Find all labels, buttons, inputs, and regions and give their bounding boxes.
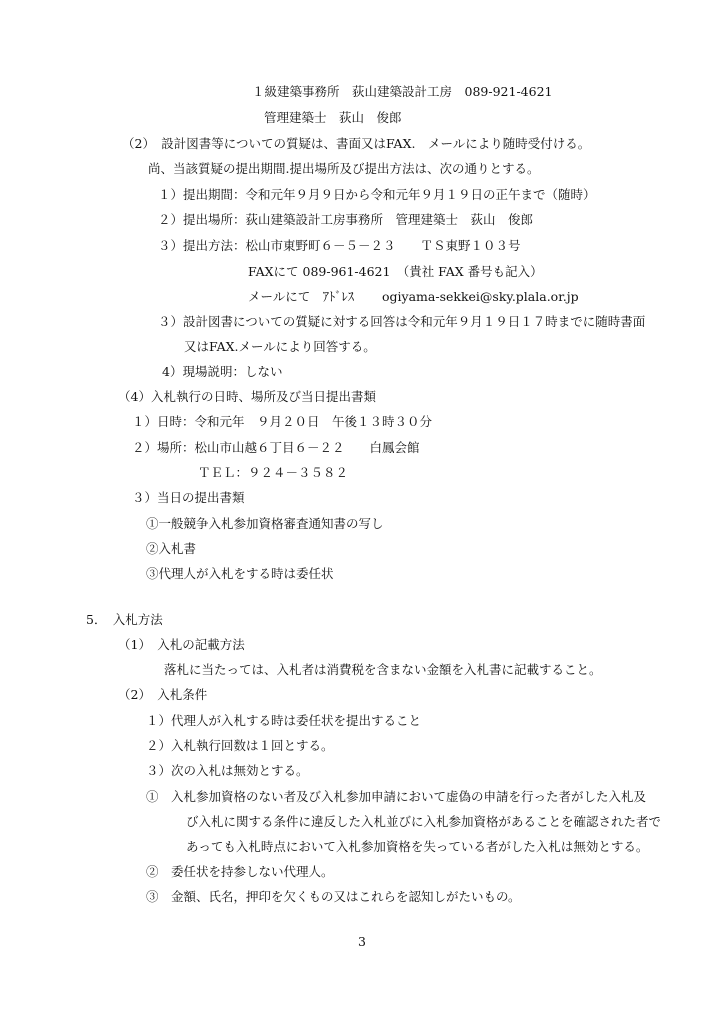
inquiry-fax: FAXにて 089-961-4621 （貴社 FAX 番号も記入） xyxy=(248,264,543,279)
office-header: １級建築事務所 荻山建築設計工房 089-921-4621 xyxy=(252,84,553,99)
inquiry-mail-address: ogiyama-sekkei@sky.plala.or.jp xyxy=(382,289,579,304)
condition-2: ２）入札執行回数は１回とする。 xyxy=(146,738,334,753)
bidding-doc-1: ①一般競争入札参加資格審査通知書の写し xyxy=(146,516,384,531)
bidding-place: ２）場所：松山市山越６丁目６－２２ 白鳳会館 xyxy=(132,440,420,455)
inquiry-mail-label: メールにて ｱﾄﾞﾚｽ xyxy=(248,289,355,304)
inquiry-heading: （2） 設計図書等についての質疑は、書面又はFAX. メールにより随時受付ける。 xyxy=(122,136,591,151)
invalid-bid-1-line1: ① 入札参加資格のない者及び入札参加申請において虚偽の申請を行った者がした入札及 xyxy=(146,789,647,804)
invalid-bid-1-line2: び入札に関する条件に違反した入札並びに入札参加資格があることを確認された者で xyxy=(186,814,662,829)
inquiry-answer-line2: 又はFAX.メールにより回答する。 xyxy=(184,339,376,354)
bidding-tel: ＴＥＬ：９２４－３５８２ xyxy=(198,465,349,480)
bidding-docs-heading: ３）当日の提出書類 xyxy=(132,490,245,505)
inquiry-method: ３）提出方法：松山市東野町６－５－２３ ＴＳ東野１０３号 xyxy=(158,238,521,253)
inquiry-site-briefing: 4）現場説明：しない xyxy=(162,364,283,379)
invalid-bid-1-line3: あっても入札時点において入札参加資格を失っている者がした入札は無効とする。 xyxy=(186,839,649,854)
inquiry-intro: 尚、当該質疑の提出期間.提出場所及び提出方法は、次の通りとする。 xyxy=(148,161,540,176)
section5-sub1-text: 落札に当たっては、入札者は消費税を含まない金額を入札書に記載すること。 xyxy=(164,662,602,677)
condition-1: １）代理人が入札する時は委任状を提出すること xyxy=(146,713,422,728)
condition-3: ３）次の入札は無効とする。 xyxy=(146,763,309,778)
section5-sub1-heading: （1） 入札の記載方法 xyxy=(118,637,245,652)
inquiry-answer-line1: ３）設計図書についての質疑に対する回答は令和元年９月１９日１７時までに随時書面 xyxy=(158,314,646,329)
section5-sub2-heading: （2） 入札条件 xyxy=(118,687,208,702)
bidding-date: １）日時：令和元年 ９月２０日 午後１３時３０分 xyxy=(132,414,433,429)
bidding-doc-2: ②入札書 xyxy=(146,541,197,556)
invalid-bid-2: ② 委任状を持参しない代理人。 xyxy=(146,864,334,879)
page-number: 3 xyxy=(358,934,366,949)
architect-name: 管理建築士 荻山 俊郎 xyxy=(264,110,402,125)
section5-heading: 5． 入札方法 xyxy=(86,612,163,627)
inquiry-place: ２）提出場所：荻山建築設計工房事務所 管理建築士 荻山 俊郎 xyxy=(158,212,534,227)
bidding-schedule-heading: （4）入札執行の日時、場所及び当日提出書類 xyxy=(118,389,376,404)
bidding-doc-3: ③代理人が入札をする時は委任状 xyxy=(146,566,334,581)
invalid-bid-3: ③ 金額、氏名，押印を欠くもの又はこれらを認知しがたいもの。 xyxy=(146,889,521,904)
inquiry-period: １）提出期間：令和元年９月９日から令和元年９月１９日の正午まで（随時） xyxy=(158,187,596,202)
